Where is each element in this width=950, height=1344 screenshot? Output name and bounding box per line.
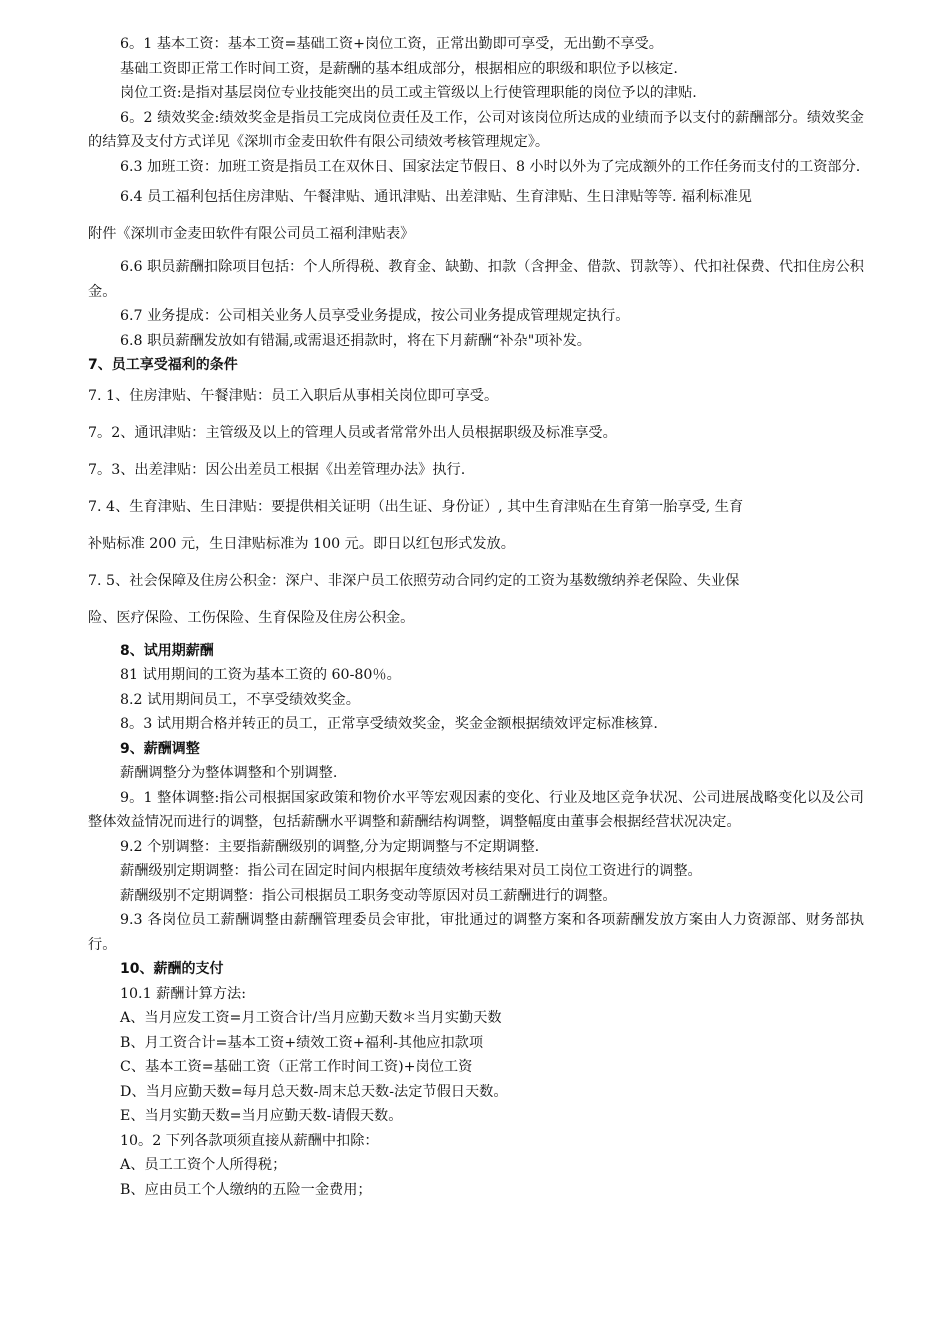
clause-6-1-basic-wage: 基础工资即正常工作时间工资，是薪酬的基本组成部分，根据相应的职级和职位予以核定. <box>120 60 678 77</box>
clause-7-1: 7. 1、住房津贴、午餐津贴：员工入职后从事相关岗位即可享受。 <box>88 387 499 404</box>
clause-8-1: 81 试用期间的工资为基本工资的 60-80％。 <box>120 667 401 683</box>
clause-7-5-line1: 7. 5、社会保障及住房公积金：深户、非深户员工依照劳动合同约定的工资为基数缴纳养老保险、失业保 <box>88 572 740 589</box>
document-page <box>88 32 864 1202</box>
clause-10-2: 10。2 下列各款项须直接从薪酬中扣除： <box>120 1132 379 1149</box>
clause-10-1-d: D、当月应勤天数=每月总天数-周末总天数-法定节假日天数。 <box>120 1083 508 1100</box>
clause-10-1-e: E、当月实勤天数=当月应勤天数-请假天数。 <box>120 1108 403 1124</box>
section-10-heading: 10、薪酬的支付 <box>120 961 224 977</box>
clause-7-4-line2: 补贴标准 200 元，生日津贴标准为 100 元。即日以红包形式发放。 <box>88 535 515 552</box>
clause-10-1-b: B、月工资合计=基本工资+绩效工资+福利-其他应扣款项 <box>120 1034 484 1051</box>
clause-9-intro: 薪酬调整分为整体调整和个别调整. <box>120 765 338 781</box>
clause-6-7: 6.7 业务提成：公司相关业务人员享受业务提成，按公司业务提成管理规定执行。 <box>120 308 630 324</box>
section-9-heading: 9、薪酬调整 <box>120 740 200 757</box>
clause-10-1: 10.1 薪酬计算方法: <box>120 985 247 1002</box>
clause-10-2-b: B、应由员工个人缴纳的五险一金费用； <box>120 1181 372 1198</box>
clause-8-2: 8.2 试用期间员工，不享受绩效奖金。 <box>120 691 360 708</box>
clause-10-1-a: A、当月应发工资=月工资合计/当月应勤天数＊当月实勤天数 <box>120 1010 502 1026</box>
clause-9-2-irregular: 薪酬级别不定期调整：指公司根据员工职务变动等原因对员工薪酬进行的调整。 <box>120 887 617 904</box>
clause-7-4-line1: 7. 4、生育津贴、生日津贴：要提供相关证明（出生证、身份证）, 其中生育津贴在生育第一胎享受, 生育 <box>88 498 744 515</box>
clause-10-1-c: C、基本工资=基础工资（正常工作时间工资)+岗位工资 <box>120 1059 473 1075</box>
clause-6-4-line1: 6.4 员工福利包括住房津贴、午餐津贴、通讯津贴、出差津贴、生育津贴、生日津贴等等. 福利标准见 <box>120 189 752 205</box>
section-8-heading: 8、试用期薪酬 <box>120 642 214 659</box>
clause-10-2-a: A、员工工资个人所得税； <box>120 1157 287 1173</box>
clause-9-1: 9。1 整体调整:指公司根据国家政策和物价水平等宏观因素的变化、行业及地区竞争状况、公司进展战略变化以及公司整体效益情况而进行的调整，包括薪酬水平调整和薪酬结构调整，调整幅度由董事会根据经营状况决定。 <box>88 789 864 830</box>
clause-6-6: 6.6 职员薪酬扣除项目包括：个人所得税、教育金、缺勤、扣款（含押金、借款、罚款等）、代扣社保费、代扣住房公积金。 <box>88 259 864 300</box>
clause-6-1: 6。1 基本工资：基本工资=基础工资+岗位工资，正常出勤即可享受，无出勤不享受。 <box>120 36 663 52</box>
clause-9-2: 9.2 个别调整：主要指薪酬级别的调整,分为定期调整与不定期调整. <box>120 838 540 855</box>
clause-6-4-line2: 附件《深圳市金麦田软件有限公司员工福利津贴表》 <box>88 226 415 242</box>
clause-7-2: 7。2、通讯津贴：主管级及以上的管理人员或者常常外出人员根据职级及标准享受。 <box>88 424 617 441</box>
clause-6-3: 6.3 加班工资：加班工资是指员工在双休日、国家法定节假日、8 小时以外为了完成额外的工作任务而支付的工资部分. <box>120 158 861 175</box>
clause-7-5-line2: 险、医疗保险、工伤保险、生育保险及住房公积金。 <box>88 609 415 626</box>
clause-9-2-regular: 薪酬级别定期调整：指公司在固定时间内根据年度绩效考核结果对员工岗位工资进行的调整。 <box>120 863 702 879</box>
section-7-heading: 7、员工享受福利的条件 <box>88 357 238 373</box>
clause-8-3: 8。3 试用期合格并转正的员工，正常享受绩效奖金，奖金金额根据绩效评定标准核算. <box>120 716 658 732</box>
clause-6-8: 6.8 职员薪酬发放如有错漏,或需退还捐款时，将在下月薪酬“补杂"项补发。 <box>120 332 591 349</box>
clause-6-1-post-wage: 岗位工资:是指对基层岗位专业技能突出的员工或主管级以上行使管理职能的岗位予以的津贴. <box>120 85 697 101</box>
clause-6-2: 6。2 绩效奖金:绩效奖金是指员工完成岗位责任及工作，公司对该岗位所达成的业绩而予以支付的薪酬部分。绩效奖金的结算及支付方式详见《深圳市金麦田软件有限公司绩效考核管理规定》。 <box>88 109 864 150</box>
clause-9-3: 9.3 各岗位员工薪酬调整由薪酬管理委员会审批，审批通过的调整方案和各项薪酬发放方案由人力资源部、财务部执行。 <box>88 912 864 953</box>
clause-7-3: 7。3、出差津贴：因公出差员工根据《出差管理办法》执行. <box>88 461 466 478</box>
